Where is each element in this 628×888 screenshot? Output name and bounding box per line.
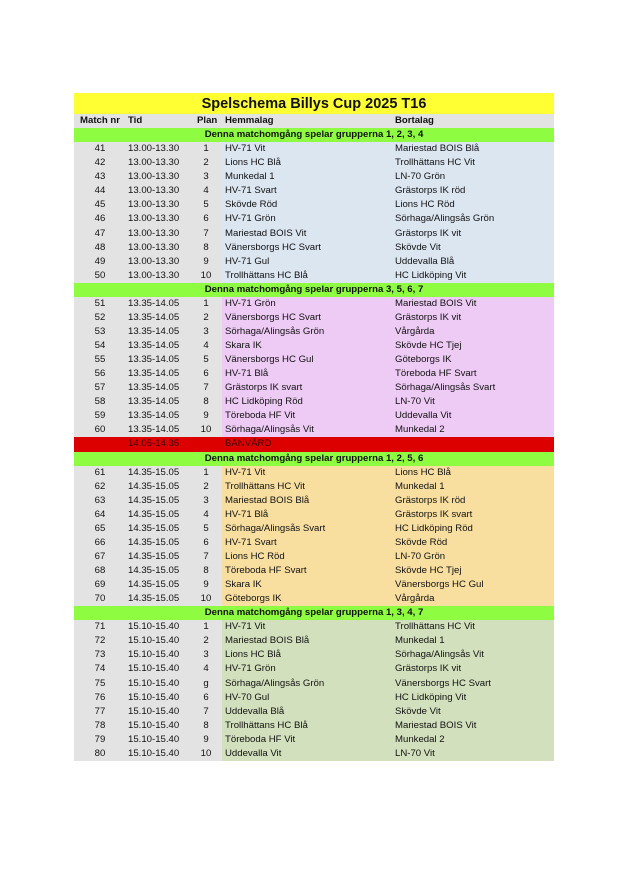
match-plan: 2 <box>203 157 209 169</box>
teams-background <box>222 367 554 381</box>
match-nr: 74 <box>94 663 106 675</box>
home-team: HV-71 Svart <box>225 185 277 197</box>
schedule-sheet <box>74 93 554 761</box>
match-plan: 1 <box>203 466 209 478</box>
match-plan: 1 <box>203 297 209 309</box>
group-header-row <box>74 128 554 142</box>
match-plan: 7 <box>203 227 209 239</box>
match-time: 13.35-14.05 <box>128 396 180 408</box>
match-row <box>74 494 554 508</box>
match-row <box>74 170 554 184</box>
home-team: HV-71 Grön <box>225 297 276 309</box>
match-plan: 3 <box>203 171 209 183</box>
group-header-label: Denna matchomgång spelar grupperna 3, 5, 6, 7 <box>204 283 424 295</box>
home-team: HV-71 Grön <box>225 663 276 675</box>
match-time: 15.10-15.40 <box>128 691 180 703</box>
home-team: Lions HC Röd <box>225 550 285 562</box>
column-header-row <box>74 114 554 128</box>
away-team: Uddevalla Blå <box>395 255 455 267</box>
away-team: Trollhättans HC Vit <box>395 621 475 633</box>
match-nr: 58 <box>94 396 106 408</box>
match-plan: 10 <box>200 269 212 281</box>
home-team: Trollhättans HC Vit <box>225 480 305 492</box>
match-nr: 64 <box>94 508 106 520</box>
match-row <box>74 297 554 311</box>
home-team: HV-71 Grön <box>225 213 276 225</box>
match-nr: 76 <box>94 691 106 703</box>
match-row <box>74 367 554 381</box>
teams-background <box>222 339 554 353</box>
match-row <box>74 648 554 662</box>
match-nr: 75 <box>94 677 106 689</box>
home-team: Sörhaga/Alingsås Grön <box>225 325 325 337</box>
match-plan: 8 <box>203 565 209 576</box>
match-nr: 77 <box>94 705 106 717</box>
match-time: 15.10-15.40 <box>128 747 180 759</box>
match-plan: 8 <box>203 396 209 408</box>
away-team: Göteborgs IK <box>395 354 452 366</box>
match-nr: 70 <box>94 593 106 605</box>
match-row <box>74 156 554 170</box>
teams-background <box>222 142 554 156</box>
match-nr: 56 <box>94 368 106 380</box>
match-row <box>74 522 554 536</box>
away-team: Munkedal 1 <box>395 480 445 492</box>
match-row <box>74 227 554 241</box>
match-time: 13.35-14.05 <box>128 340 180 351</box>
match-time: 15.10-15.40 <box>128 621 180 633</box>
match-time: 15.10-15.40 <box>128 635 180 647</box>
match-row <box>74 269 554 283</box>
match-plan: 1 <box>203 621 209 633</box>
match-row <box>74 592 554 606</box>
home-team: Töreboda HF Vit <box>225 733 296 745</box>
home-team: Grästorps IK svart <box>225 382 303 394</box>
match-plan: 3 <box>203 325 209 337</box>
match-row <box>74 198 554 212</box>
match-nr: 61 <box>94 466 106 478</box>
group-header-label: Denna matchomgång spelar grupperna 1, 3, 4, 7 <box>204 607 424 619</box>
match-time: 13.00-13.30 <box>128 185 180 197</box>
home-team: Uddevalla Vit <box>225 747 282 759</box>
away-team: Mariestad BOIS Vit <box>395 297 477 309</box>
away-team: Skövde Vit <box>395 241 441 253</box>
match-nr: 73 <box>94 649 106 661</box>
away-team: Vänersborgs HC Svart <box>395 677 491 689</box>
match-row <box>74 353 554 367</box>
match-plan: 10 <box>200 593 212 605</box>
match-plan: 2 <box>203 311 209 323</box>
home-team: Sörhaga/Alingsås Vit <box>225 424 314 436</box>
away-team: Mariestad BOIS Vit <box>395 719 477 731</box>
match-time: 13.00-13.30 <box>128 227 180 239</box>
teams-background <box>222 255 554 269</box>
break-label: BANVÅRD <box>225 438 272 450</box>
match-time: 14.35-15.05 <box>128 494 180 506</box>
match-plan: 6 <box>203 213 209 225</box>
group-header-row <box>74 606 554 620</box>
away-team: Munkedal 1 <box>395 635 445 647</box>
match-plan: 9 <box>203 255 209 267</box>
match-plan: 3 <box>203 649 209 661</box>
match-plan: 8 <box>203 719 209 731</box>
match-plan: 4 <box>203 185 209 197</box>
home-team: Vänersborgs HC Gul <box>225 354 314 366</box>
teams-background <box>222 620 554 634</box>
match-time: 13.00-13.30 <box>128 255 180 267</box>
away-team: Grästorps IK vit <box>395 663 462 675</box>
teams-background <box>222 508 554 522</box>
home-team: Skara IK <box>225 340 262 351</box>
match-plan: 7 <box>203 550 209 562</box>
group-header-row <box>74 452 554 466</box>
header-bortalag: Bortalag <box>395 115 434 126</box>
away-team: Munkedal 2 <box>395 424 445 436</box>
match-plan: 5 <box>203 354 209 366</box>
match-nr: 65 <box>94 522 106 534</box>
away-team: Skövde HC Tjej <box>395 565 462 576</box>
away-team: LN-70 Grön <box>395 550 446 562</box>
match-row <box>74 564 554 578</box>
home-team: Sörhaga/Alingsås Grön <box>225 677 325 689</box>
sheet-title: Spelschema Billys Cup 2025 T16 <box>74 93 554 114</box>
match-plan: 4 <box>203 508 209 520</box>
match-nr: 55 <box>94 354 106 366</box>
match-time: 15.10-15.40 <box>128 649 180 661</box>
match-plan: 2 <box>203 480 209 492</box>
match-nr: 80 <box>94 747 106 759</box>
match-row <box>74 620 554 634</box>
away-team: HC Lidköping Röd <box>395 522 473 534</box>
match-plan: 7 <box>203 382 209 394</box>
match-nr: 60 <box>94 424 106 436</box>
header-tid: Tid <box>128 115 143 126</box>
home-team: HV-71 Svart <box>225 536 277 548</box>
match-row <box>74 241 554 255</box>
match-plan: 9 <box>203 410 209 422</box>
match-row <box>74 423 554 437</box>
match-nr: 43 <box>94 171 106 183</box>
match-row <box>74 677 554 691</box>
match-plan: 9 <box>203 579 209 591</box>
match-plan: 6 <box>203 536 209 548</box>
teams-background <box>222 466 554 480</box>
away-team: Skövde Vit <box>395 705 441 717</box>
away-team: Uddevalla Vit <box>395 410 452 422</box>
home-team: Göteborgs IK <box>225 593 282 605</box>
match-row <box>74 536 554 550</box>
match-nr: 52 <box>94 311 106 323</box>
match-nr: 44 <box>94 185 106 197</box>
away-team: Trollhättans HC Vit <box>395 157 475 169</box>
match-plan: 5 <box>203 522 209 534</box>
match-row <box>74 255 554 269</box>
group-header-label: Denna matchomgång spelar grupperna 1, 2, 5, 6 <box>204 452 424 464</box>
away-team: Grästorps IK röd <box>395 494 466 506</box>
home-team: Vänersborgs HC Svart <box>225 311 321 323</box>
match-time: 13.35-14.05 <box>128 410 180 422</box>
match-time: 15.10-15.40 <box>128 719 180 731</box>
away-team: Lions HC Röd <box>395 199 455 211</box>
match-plan: 7 <box>203 705 209 717</box>
match-plan: g <box>203 677 209 689</box>
match-time: 15.10-15.40 <box>128 677 180 689</box>
home-team: HV-71 Blå <box>225 508 269 520</box>
match-time: 13.00-13.30 <box>128 199 180 211</box>
match-plan: 9 <box>203 733 209 745</box>
match-nr: 54 <box>94 340 106 351</box>
home-team: HV-70 Gul <box>225 691 270 703</box>
home-team: Skövde Röd <box>225 199 278 211</box>
match-row <box>74 395 554 409</box>
away-team: Vårgårda <box>395 593 435 605</box>
match-nr: 53 <box>94 325 106 337</box>
match-time: 14.35-15.05 <box>128 536 180 548</box>
match-plan: 1 <box>203 143 209 155</box>
match-time: 14.35-15.05 <box>128 579 180 591</box>
match-row <box>74 381 554 395</box>
break-row <box>74 437 554 451</box>
match-time: 13.00-13.30 <box>128 269 180 281</box>
home-team: HC Lidköping Röd <box>225 396 303 408</box>
match-row <box>74 142 554 156</box>
match-nr: 46 <box>94 213 106 225</box>
home-team: Töreboda HF Vit <box>225 410 296 422</box>
match-plan: 2 <box>203 635 209 647</box>
match-nr: 66 <box>94 536 106 548</box>
match-nr: 72 <box>94 635 106 647</box>
home-team: HV-71 Gul <box>225 255 270 267</box>
group-header-label: Denna matchomgång spelar grupperna 1, 2, 3, 4 <box>204 129 424 141</box>
match-row <box>74 508 554 522</box>
match-time: 14.35-15.05 <box>128 522 180 534</box>
home-team: Sörhaga/Alingsås Svart <box>225 522 326 534</box>
match-row <box>74 578 554 592</box>
match-time: 13.35-14.05 <box>128 311 180 323</box>
match-nr: 69 <box>94 579 106 591</box>
match-row <box>74 311 554 325</box>
away-team: LN-70 Vit <box>395 747 435 759</box>
match-nr: 48 <box>94 241 106 253</box>
match-nr: 41 <box>94 143 106 155</box>
match-time: 15.10-15.40 <box>128 733 180 745</box>
home-team: HV-71 Blå <box>225 368 269 380</box>
match-row <box>74 550 554 564</box>
match-time: 15.10-15.40 <box>128 663 180 675</box>
group-header-row <box>74 283 554 297</box>
match-nr: 71 <box>94 621 106 633</box>
home-team: Trollhättans HC Blå <box>225 719 308 731</box>
home-team: Mariestad BOIS Blå <box>225 494 310 506</box>
match-row <box>74 325 554 339</box>
header-match-nr: Match nr <box>80 115 120 126</box>
away-team: LN-70 Grön <box>395 171 446 183</box>
header-plan: Plan <box>197 115 218 126</box>
home-team: Uddevalla Blå <box>225 705 285 717</box>
match-plan: 5 <box>203 199 209 211</box>
match-nr: 50 <box>94 269 106 281</box>
match-nr: 78 <box>94 719 106 731</box>
match-nr: 47 <box>94 227 106 239</box>
match-row <box>74 705 554 719</box>
match-nr: 68 <box>94 565 106 576</box>
schedule-body <box>74 128 554 761</box>
match-nr: 62 <box>94 480 106 492</box>
match-row <box>74 691 554 705</box>
match-plan: 6 <box>203 691 209 703</box>
away-team: HC Lidköping Vit <box>395 269 467 281</box>
match-nr: 57 <box>94 382 106 394</box>
away-team: Vänersborgs HC Gul <box>395 579 484 591</box>
match-time: 13.00-13.30 <box>128 213 180 225</box>
match-nr: 63 <box>94 494 106 506</box>
match-row <box>74 466 554 480</box>
home-team: Munkedal 1 <box>225 171 275 183</box>
away-team: Skövde HC Tjej <box>395 340 462 351</box>
match-nr: 42 <box>94 157 106 169</box>
match-time: 15.10-15.40 <box>128 705 180 717</box>
away-team: Grästorps IK röd <box>395 185 466 197</box>
away-team: Sörhaga/Alingsås Svart <box>395 382 496 394</box>
break-time: 14.05-14.35 <box>128 438 180 450</box>
home-team: HV-71 Vit <box>225 143 266 155</box>
match-row <box>74 480 554 494</box>
match-plan: 10 <box>200 747 212 759</box>
match-time: 13.00-13.30 <box>128 241 180 253</box>
home-team: Mariestad BOIS Blå <box>225 635 310 647</box>
teams-background <box>222 578 554 592</box>
home-team: Lions HC Blå <box>225 649 281 661</box>
match-plan: 4 <box>203 663 209 675</box>
match-plan: 8 <box>203 241 209 253</box>
match-nr: 67 <box>94 550 106 562</box>
header-hemmalag: Hemmalag <box>225 115 274 126</box>
match-nr: 51 <box>94 297 106 309</box>
match-row <box>74 747 554 761</box>
match-time: 13.35-14.05 <box>128 368 180 380</box>
match-time: 13.35-14.05 <box>128 297 180 309</box>
match-nr: 49 <box>94 255 106 267</box>
match-row <box>74 719 554 733</box>
home-team: HV-71 Vit <box>225 466 266 478</box>
home-team: HV-71 Vit <box>225 621 266 633</box>
match-row <box>74 634 554 648</box>
match-row <box>74 339 554 353</box>
match-time: 13.35-14.05 <box>128 424 180 436</box>
match-time: 13.00-13.30 <box>128 143 180 155</box>
away-team: Skövde Röd <box>395 536 448 548</box>
away-team: Grästorps IK svart <box>395 508 473 520</box>
home-team: Töreboda HF Svart <box>225 565 307 576</box>
match-nr: 79 <box>94 733 106 745</box>
match-time: 13.00-13.30 <box>128 171 180 183</box>
match-time: 13.35-14.05 <box>128 382 180 394</box>
match-time: 14.35-15.05 <box>128 466 180 478</box>
home-team: Lions HC Blå <box>225 157 281 169</box>
match-time: 14.35-15.05 <box>128 565 180 576</box>
away-team: Grästorps IK vit <box>395 311 462 323</box>
away-team: Mariestad BOIS Blå <box>395 143 480 155</box>
match-time: 14.35-15.05 <box>128 550 180 562</box>
match-row <box>74 409 554 423</box>
away-team: Lions HC Blå <box>395 466 451 478</box>
match-time: 14.35-15.05 <box>128 508 180 520</box>
match-plan: 3 <box>203 494 209 506</box>
away-team: HC Lidköping Vit <box>395 691 467 703</box>
match-row <box>74 212 554 226</box>
match-time: 13.00-13.30 <box>128 157 180 169</box>
home-team: Mariestad BOIS Vit <box>225 227 307 239</box>
away-team: Vårgårda <box>395 325 435 337</box>
teams-background <box>222 691 554 705</box>
match-plan: 10 <box>200 424 212 436</box>
match-plan: 4 <box>203 340 209 351</box>
match-nr: 59 <box>94 410 106 422</box>
match-row <box>74 733 554 747</box>
away-team: LN-70 Vit <box>395 396 435 408</box>
match-nr: 45 <box>94 199 106 211</box>
match-time: 13.35-14.05 <box>128 354 180 366</box>
match-time: 14.35-15.05 <box>128 593 180 605</box>
home-team: Skara IK <box>225 579 262 591</box>
match-row <box>74 184 554 198</box>
match-plan: 6 <box>203 368 209 380</box>
away-team: Sörhaga/Alingsås Grön <box>395 213 495 225</box>
match-time: 13.35-14.05 <box>128 325 180 337</box>
match-time: 14.35-15.05 <box>128 480 180 492</box>
away-team: Töreboda HF Svart <box>395 368 477 380</box>
away-team: Sörhaga/Alingsås Vit <box>395 649 484 661</box>
match-row <box>74 662 554 676</box>
home-team: Trollhättans HC Blå <box>225 269 308 281</box>
away-team: Munkedal 2 <box>395 733 445 745</box>
away-team: Grästorps IK vit <box>395 227 462 239</box>
home-team: Vänersborgs HC Svart <box>225 241 321 253</box>
